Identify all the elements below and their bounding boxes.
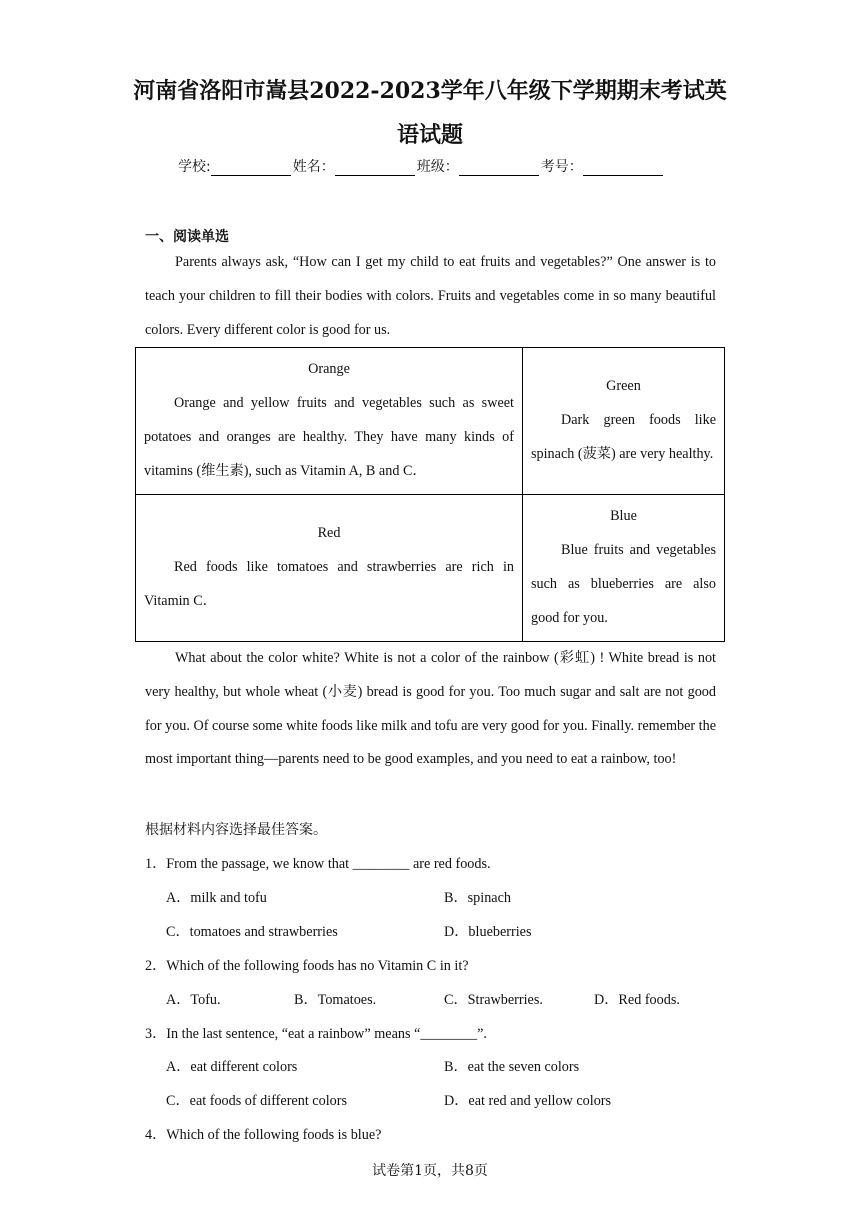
name-blank[interactable] bbox=[335, 159, 415, 176]
green-title: Green bbox=[606, 378, 641, 395]
orange-title: Orange bbox=[308, 361, 350, 378]
question-1-stem: 1．From the passage, we know that ________ are red foods. bbox=[145, 856, 491, 872]
student-info-row bbox=[178, 156, 665, 176]
red-title: Red bbox=[317, 525, 341, 542]
q3-option-d[interactable]: D．eat red and yellow colors bbox=[444, 1093, 612, 1109]
blue-title: Blue bbox=[610, 508, 637, 525]
class-blank[interactable] bbox=[459, 159, 539, 176]
exam-title-line1: 河南省洛阳市嵩县2022-2023学年八年级下学期期末考试英 bbox=[133, 78, 727, 104]
section-heading: 一、阅读单选 bbox=[145, 229, 229, 245]
name-label: 姓名： bbox=[292, 159, 335, 175]
exam-title-line2: 语试题 bbox=[396, 122, 463, 148]
q3-option-b[interactable]: B．eat the seven colors bbox=[444, 1059, 580, 1075]
q2-option-c[interactable]: C．Strawberries. bbox=[444, 992, 543, 1008]
exam-number-blank[interactable] bbox=[583, 159, 663, 176]
orange-body: Orange and yellow fruits and vegetables such as sweet potatoes and oranges are healthy. They have many kinds of vitamins (维生素), such as Vitamin A, B and C． bbox=[144, 395, 514, 479]
green-body: Dark green foods like spinach (菠菜) are very healthy. bbox=[531, 412, 716, 462]
red-cell bbox=[136, 495, 523, 642]
red-body: Red foods like tomatoes and strawberries are rich in Vitamin C． bbox=[144, 559, 514, 609]
q1-option-c[interactable]: C．tomatoes and strawberries bbox=[166, 924, 338, 940]
passage-paragraph-1: Parents always ask, “How can I get my child to eat fruits and vegetables?” One answer is to teach your children to fill their bodies with colors. Fruits and vegetables come in so many beautiful colors. Every different color is good for us. bbox=[145, 254, 716, 338]
orange-cell bbox=[136, 348, 523, 495]
q3-option-c[interactable]: C．eat foods of different colors bbox=[166, 1093, 347, 1109]
passage-paragraph-2: What about the color white? White is not a color of the rainbow (彩虹) ! White bread is not very healthy, but whole wheat (小麦) bread is good for you. Too much sugar and salt are not good for you. Of course some white foods like milk and tofu are very good for you. Finally. remember the most important thing—parents need to be good examples, and you need to eat a rainbow, too! bbox=[145, 650, 716, 768]
q3-option-a[interactable]: A．eat different colors bbox=[166, 1059, 298, 1075]
green-cell bbox=[523, 348, 725, 495]
school-label: 学校: bbox=[178, 159, 211, 175]
page-footer: 试卷第1页，共8页 bbox=[372, 1163, 488, 1179]
instruction-text: 根据材料内容选择最佳答案。 bbox=[145, 822, 327, 838]
q2-option-a[interactable]: A．Tofu. bbox=[166, 992, 221, 1008]
question-4-stem: 4．Which of the following foods is blue? bbox=[145, 1127, 382, 1143]
q2-option-d[interactable]: D．Red foods. bbox=[594, 992, 680, 1008]
q1-option-a[interactable]: A．milk and tofu bbox=[166, 890, 267, 906]
class-label: 班级： bbox=[416, 159, 459, 175]
exam-number-label: 考号： bbox=[540, 159, 583, 175]
blue-body: Blue fruits and vegetables such as blueberries are also good for you. bbox=[531, 542, 716, 626]
school-blank[interactable] bbox=[211, 159, 291, 176]
blue-cell bbox=[523, 495, 725, 642]
q2-option-b[interactable]: B．Tomatoes. bbox=[294, 992, 377, 1008]
q1-option-d[interactable]: D．blueberries bbox=[444, 924, 532, 940]
question-2-stem: 2．Which of the following foods has no Vitamin C in it? bbox=[145, 958, 469, 974]
color-foods-table bbox=[135, 347, 725, 642]
question-3-stem: 3．In the last sentence, “eat a rainbow” means “________”. bbox=[145, 1026, 487, 1042]
q1-option-b[interactable]: B．spinach bbox=[444, 890, 511, 906]
